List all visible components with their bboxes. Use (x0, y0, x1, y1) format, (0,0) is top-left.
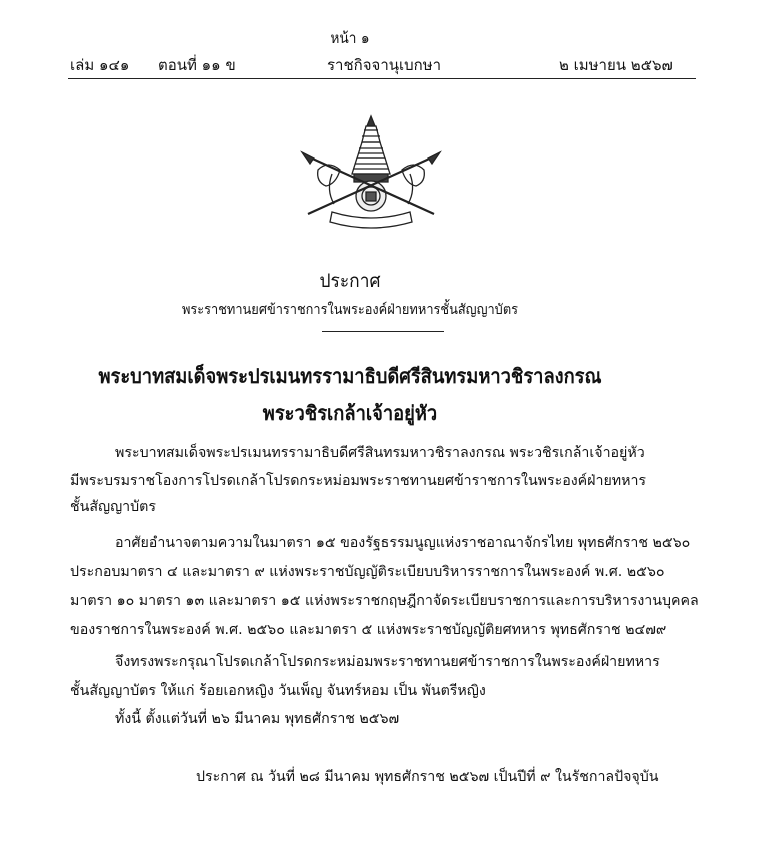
announcement-subtitle: พระราชทานยศข้าราชการในพระองค์ฝ่ายทหารชั้นสัญญาบัตร (181, 302, 519, 318)
king-name-line-2: พระวชิรเกล้าเจ้าอยู่หัว (262, 401, 438, 425)
paragraph-2-line-1: อาศัยอำนาจตามความในมาตรา ๑๕ ของรัฐธรรมนูญแห่งราชอาณาจักรไทย พุทธศักราช ๒๕๖๐ (115, 535, 691, 551)
paragraph-4: ทั้งนี้ ตั้งแต่วันที่ ๒๖ มีนาคม พุทธศักราช ๒๕๖๗ (115, 711, 400, 727)
publication-name: ราชกิจจานุเบกษา (327, 56, 442, 74)
proclamation-date: ประกาศ ณ วันที่ ๒๘ มีนาคม พุทธศักราช ๒๕๖๗ เป็นปีที่ ๙ ในรัชกาลปัจจุบัน (196, 769, 659, 785)
title-rule (322, 331, 444, 332)
paragraph-2-line-4: ของราชการในพระองค์ พ.ศ. ๒๕๖๐ และมาตรา ๕ แห่งพระราชบัญญัติยศทหาร พุทธศักราช ๒๔๗๙ (70, 622, 667, 638)
page-number: หน้า ๑ (330, 29, 370, 47)
header-rule (68, 78, 696, 79)
section-number: ตอนที่ ๑๑ ข (158, 56, 236, 74)
paragraph-1-line-2: มีพระบรมราชโองการโปรดเกล้าโปรดกระหม่อมพระราชทานยศข้าราชการในพระองค์ฝ่ายทหาร (70, 473, 647, 489)
paragraph-2-line-3: มาตรา ๑๐ มาตรา ๑๓ และมาตรา ๑๕ แห่งพระราชกฤษฎีกาจัดระเบียบราชการและการบริหารงานบุคคล (70, 593, 699, 609)
paragraph-2-line-2: ประกอบมาตรา ๔ และมาตรา ๙ แห่งพระราชบัญญัติระเบียบบริหารราชการในพระองค์ พ.ศ. ๒๕๖๐ (70, 564, 665, 580)
publication-date: ๒ เมษายน ๒๕๖๗ (559, 56, 673, 74)
paragraph-1-line-1: พระบาทสมเด็จพระปรเมนทรรามาธิบดีศรีสินทรมหาวชิราลงกรณ พระวชิรเกล้าเจ้าอยู่หัว (115, 445, 645, 461)
king-name-line-1: พระบาทสมเด็จพระปรเมนทรรามาธิบดีศรีสินทรมหาวชิราลงกรณ (98, 364, 602, 388)
paragraph-1-line-3: ชั้นสัญญาบัตร (70, 499, 156, 515)
paragraph-3-line-2: ชั้นสัญญาบัตร ให้แก่ ร้อยเอกหญิง วันเพ็ญ จันทร์หอม เป็น พันตรีหญิง (70, 683, 486, 699)
announcement-title: ประกาศ (319, 270, 381, 292)
paragraph-3-line-1: จึงทรงพระกรุณาโปรดเกล้าโปรดกระหม่อมพระราชทานยศข้าราชการในพระองค์ฝ่ายทหาร (115, 654, 660, 670)
volume-number: เล่ม ๑๔๑ (70, 56, 130, 74)
royal-emblem-icon (296, 112, 446, 230)
